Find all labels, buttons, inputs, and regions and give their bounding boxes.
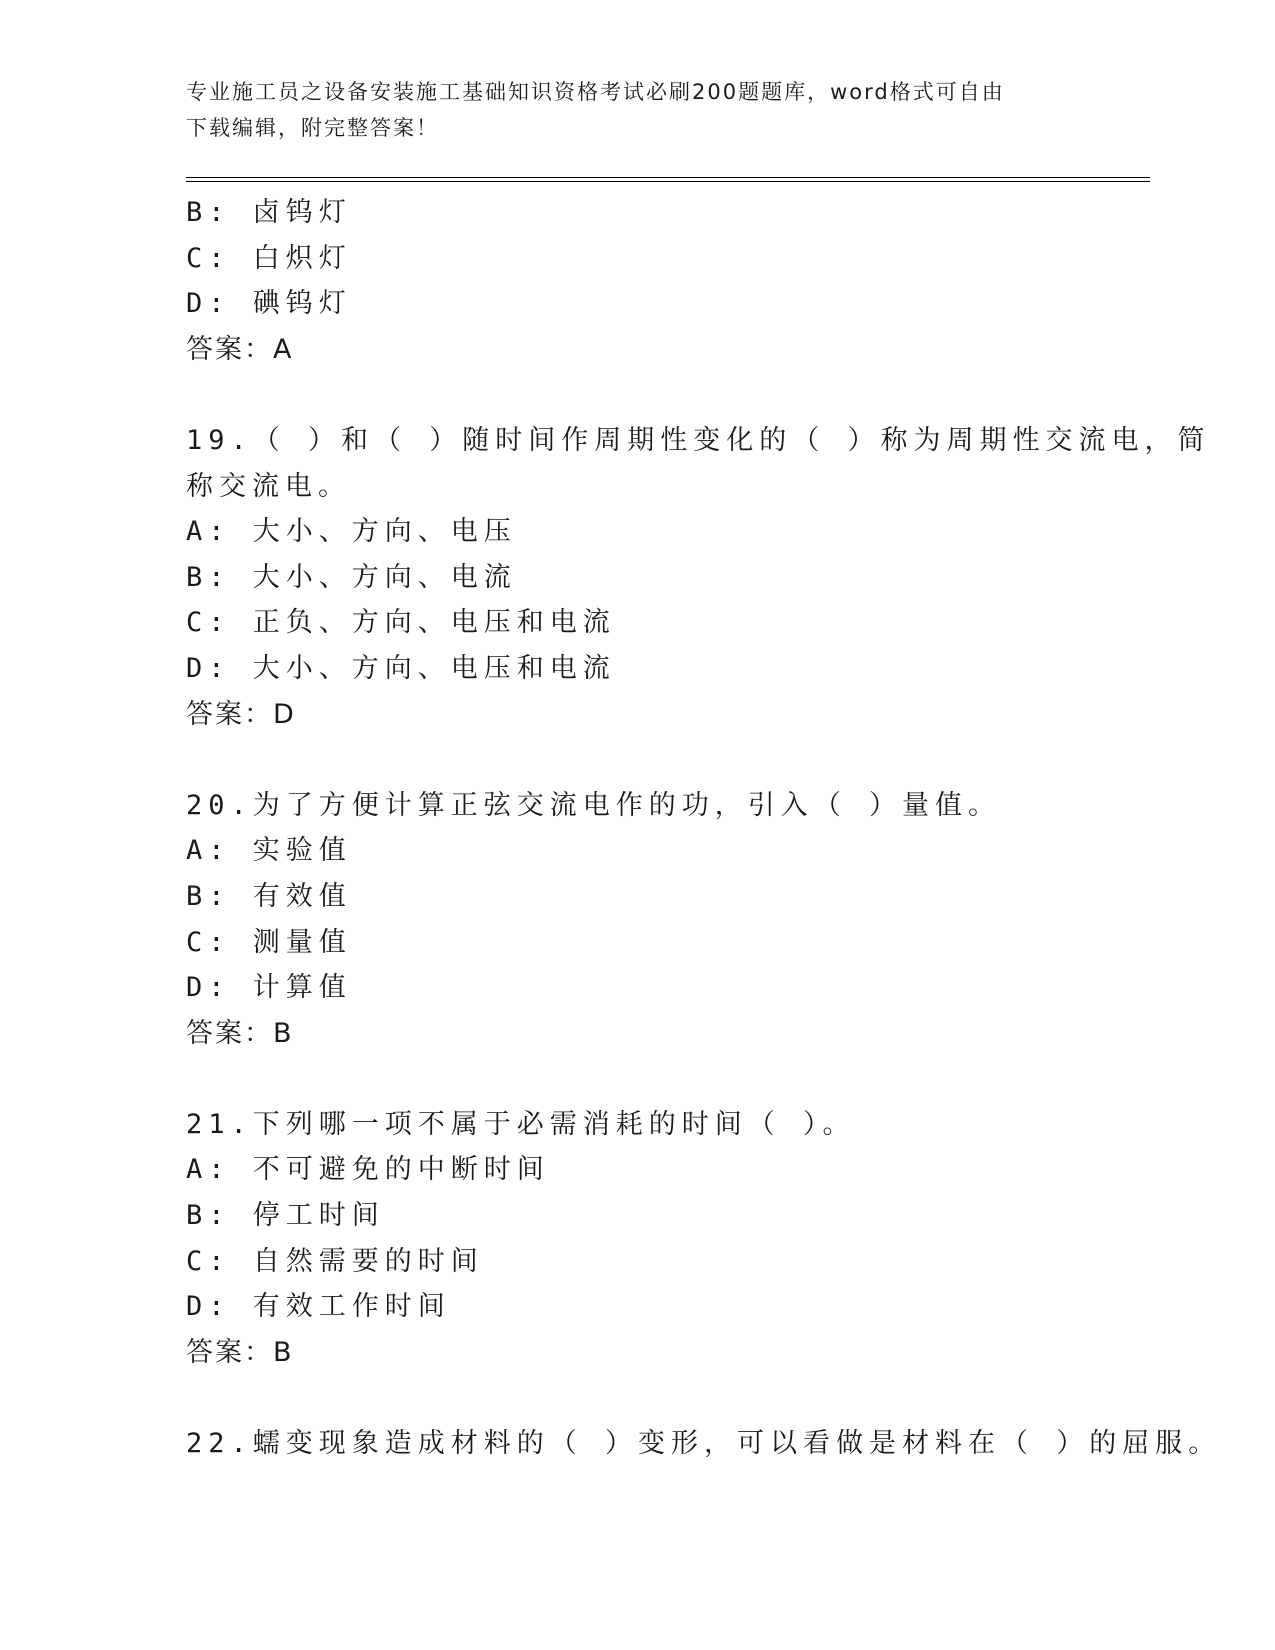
question-21 (186, 1102, 1146, 1376)
answer-line: 答案：D (186, 698, 296, 730)
question-20 (186, 783, 1146, 1057)
option-d: D: 大小、方向、电压和电流 (186, 652, 616, 684)
option-c: C: 白炽灯 (186, 242, 352, 274)
spacer (186, 372, 1146, 418)
option-c: C: 测量值 (186, 926, 352, 958)
option-d: D: 有效工作时间 (186, 1291, 451, 1323)
header-divider-bottom (186, 181, 1150, 182)
question-stem-line-2: 称交流电。 (186, 470, 351, 502)
question-list (186, 190, 1222, 1467)
option-b: B: 卤钨灯 (186, 197, 352, 228)
option-b: B: 有效值 (186, 880, 352, 912)
spacer (186, 1056, 1146, 1102)
option-b: B: 停工时间 (186, 1200, 385, 1232)
question-22 (186, 1421, 1222, 1467)
answer-line: 答案：B (186, 1017, 294, 1049)
spacer (186, 737, 1146, 783)
answer-line: 答案：A (186, 333, 294, 365)
header-line-1: 专业施工员之设备安装施工基础知识资格考试必刷200题题库，word格式可自由 (186, 80, 1005, 104)
page-header (186, 74, 1066, 146)
question-stem: 20.为了方便计算正弦交流电作的功，引入（ ）量值。 (186, 789, 1002, 821)
question-stem: 21.下列哪一项不属于必需消耗的时间（ ）。 (186, 1108, 856, 1140)
option-b: B: 大小、方向、电流 (186, 561, 517, 593)
header-line-2: 下载编辑，附完整答案！ (186, 116, 439, 140)
question-19 (186, 418, 1211, 737)
option-a: A: 大小、方向、电压 (186, 516, 517, 548)
question-stem: 22.蠕变现象造成材料的（ ）变形，可以看做是材料在（ ）的屈服。 (186, 1428, 1222, 1460)
spacer (186, 1375, 1146, 1421)
option-a: A: 实验值 (186, 835, 352, 867)
option-c: C: 正负、方向、电压和电流 (186, 607, 616, 639)
option-a: A: 不可避免的中断时间 (186, 1154, 550, 1186)
answer-line: 答案：B (186, 1336, 294, 1368)
option-c: C: 自然需要的时间 (186, 1245, 484, 1277)
option-d: D: 碘钨灯 (186, 288, 352, 320)
question-18 (186, 190, 1146, 372)
option-d: D: 计算值 (186, 972, 352, 1004)
question-stem-line-1: 19.（ ）和（ ）随时间作周期性变化的（ ）称为周期性交流电，简 (186, 424, 1211, 456)
header-divider-top (186, 177, 1150, 178)
